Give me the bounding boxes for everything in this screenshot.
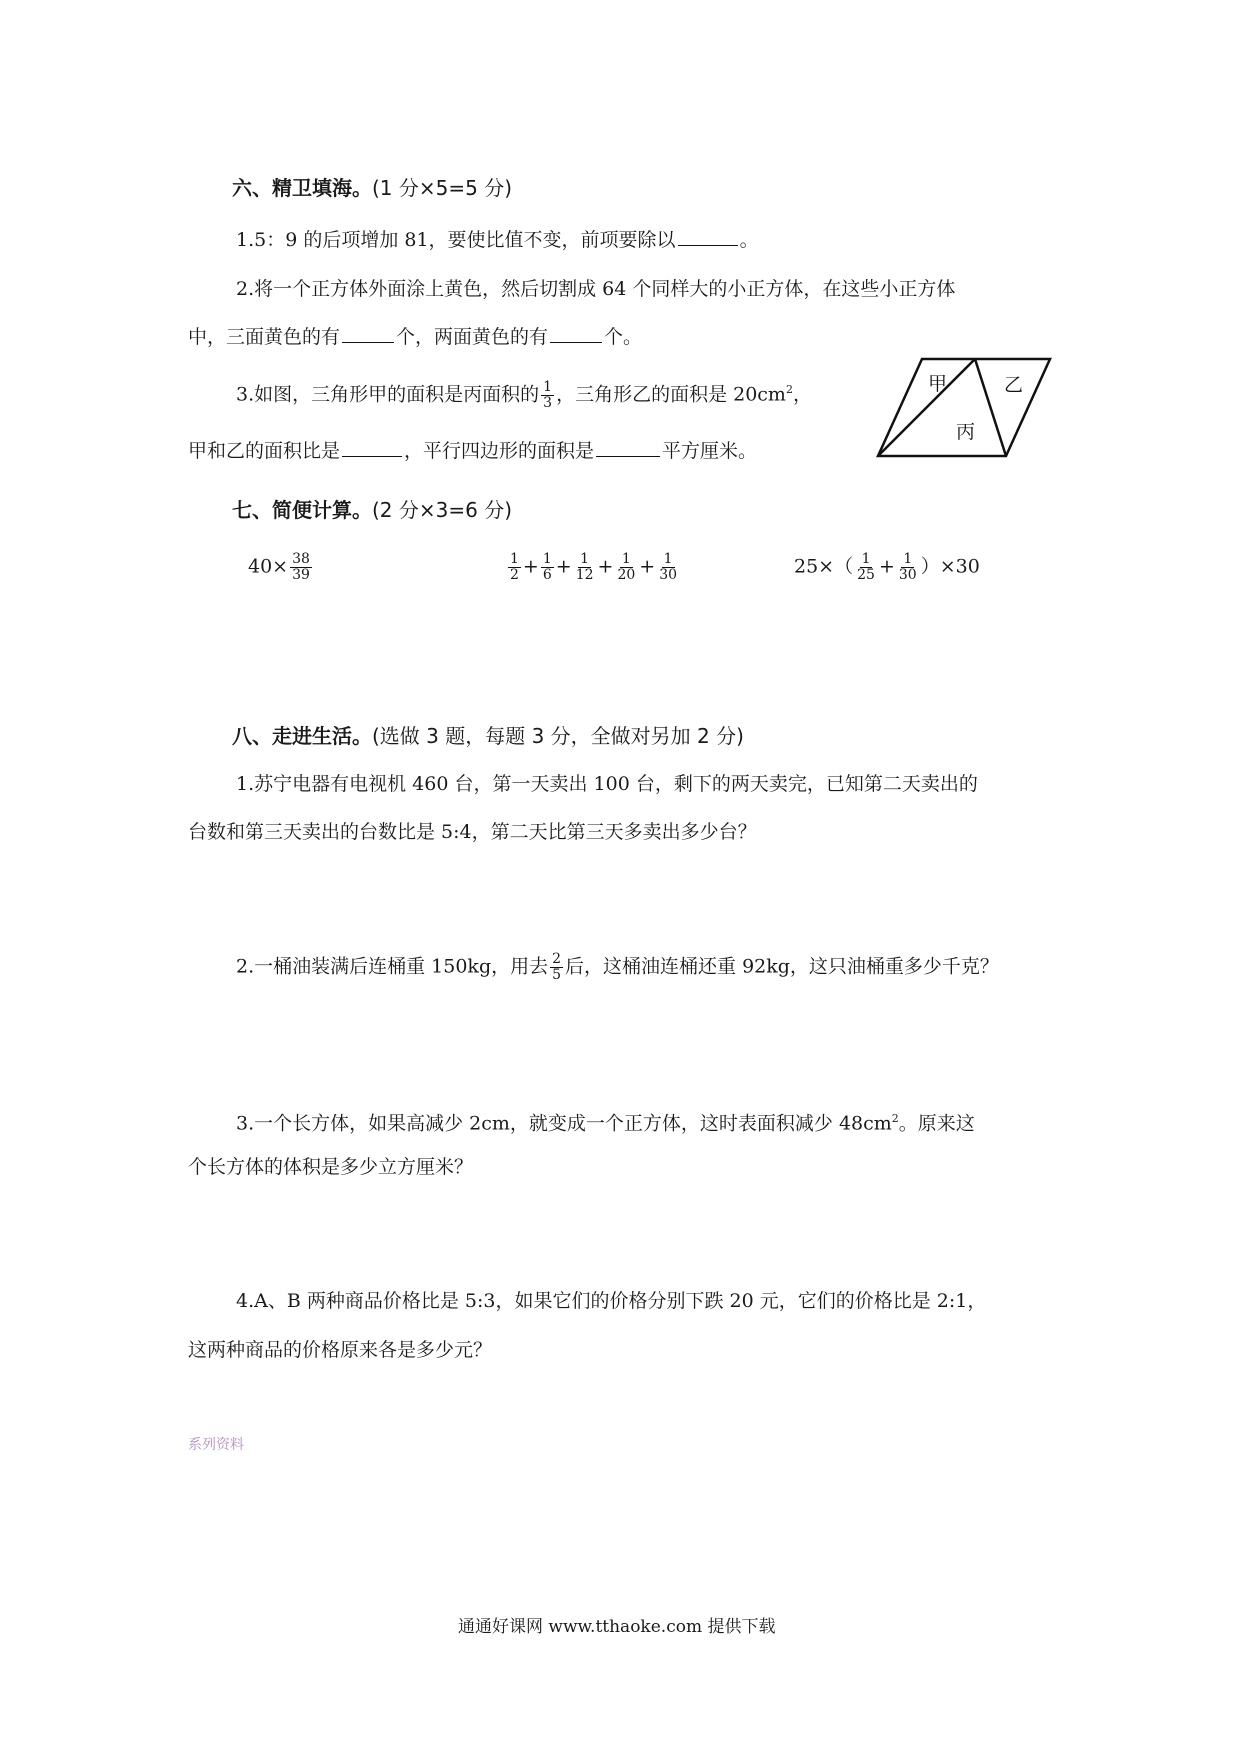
- answer-blank[interactable]: [342, 324, 394, 343]
- answer-blank[interactable]: [596, 438, 660, 457]
- superscript: 2: [785, 383, 793, 396]
- fraction: [541, 380, 554, 411]
- s6-q3-text-f: 平方厘米。: [662, 440, 758, 462]
- calc1-prefix: 40×: [248, 555, 289, 578]
- s6-question-3-line-2: [188, 438, 757, 464]
- parallelogram-figure: [870, 355, 1060, 465]
- fraction: [541, 552, 554, 583]
- s8-problem-2: [236, 952, 999, 983]
- fraction-denominator: 2: [510, 567, 519, 583]
- s8-problem-1-line-2: 台数和第三天卖出的台数比是 5:4，第二天比第三天多卖出多少台？: [188, 821, 757, 843]
- fraction-numerator: 1: [621, 551, 631, 567]
- fraction-denominator: 39: [292, 567, 310, 583]
- fraction-denominator: 5: [552, 967, 562, 983]
- section-8-score: (选做 3 题，每题 3 分，全做对另加 2 分): [372, 724, 744, 748]
- fraction-numerator: 1: [510, 551, 519, 567]
- fraction-numerator: 38: [292, 551, 310, 567]
- fraction-numerator: 1: [663, 551, 673, 567]
- fraction-numerator: 1: [542, 551, 552, 567]
- figure-label-bing: 丙: [956, 421, 976, 443]
- section-7-score: (2 分×3=6 分): [372, 498, 513, 522]
- plus-sign: +: [522, 555, 539, 578]
- s6-question-3-line-1: [236, 377, 812, 411]
- fraction: [574, 552, 596, 583]
- s6-q3-text-a: 3.如图，三角形甲的面积是丙面积的: [236, 383, 540, 406]
- s8-p2-text-b: 后，这桶油连桶还重 92kg，这只油桶重多少千克？: [565, 955, 999, 978]
- section-6-score: (1 分×5=5 分): [372, 176, 513, 200]
- answer-blank[interactable]: [550, 324, 602, 343]
- fraction: [508, 552, 521, 583]
- plus-sign: +: [639, 555, 656, 578]
- s6-q3-text-d: 甲和乙的面积比是: [188, 440, 341, 462]
- s8-p3-text-a: 3.一个长方体，如果高减少 2cm，就变成一个正方体，这时表面积减少 48cm: [236, 1112, 892, 1135]
- fraction-numerator: 1: [580, 551, 590, 567]
- plus-sign: +: [597, 555, 614, 578]
- s6-q3-text-c: ，: [792, 383, 812, 406]
- plus-sign: +: [878, 555, 895, 578]
- figure-label-yi: 乙: [1004, 374, 1024, 396]
- s6-question-1: [236, 227, 759, 253]
- s6-q2-text-c: 个。: [604, 326, 643, 348]
- fraction-denominator: 6: [542, 567, 552, 583]
- fraction: [615, 552, 637, 583]
- answer-blank[interactable]: [342, 438, 402, 457]
- section-7-heading: [232, 494, 512, 523]
- figure-label-jia: 甲: [928, 373, 948, 395]
- fraction: [290, 552, 312, 583]
- fraction: [897, 552, 919, 583]
- section-7-title: 七、简便计算。: [232, 498, 372, 522]
- calc-expression-3: [794, 552, 980, 583]
- s8-problem-4-line-1: 4.A、B 两种商品价格比是 5:3，如果它们的价格分别下跌 20 元，它们的价格比是 2:1，: [236, 1290, 987, 1312]
- s8-p2-text-a: 2.一桶油装满后连桶重 150kg，用去: [236, 955, 549, 978]
- fraction-numerator: 2: [552, 951, 562, 967]
- fraction-denominator: 25: [857, 567, 875, 583]
- answer-blank[interactable]: [678, 227, 738, 246]
- s6-question-2-line-2: [188, 324, 642, 350]
- superscript: 2: [891, 1112, 899, 1125]
- s6-q1-text: 1.5：9 的后项增加 81，要使比值不变，前项要除以: [236, 229, 676, 251]
- calc-expression-2: [506, 552, 681, 583]
- section-6-heading: [232, 172, 512, 201]
- fraction: [855, 552, 877, 583]
- s8-problem-3-line-1: [236, 1106, 975, 1136]
- s6-question-2-line-1: 2.将一个正方体外面涂上黄色，然后切割成 64 个同样大的小正方体，在这些小正方体: [236, 278, 956, 300]
- s6-q2-text-b: 个，两面黄色的有: [396, 326, 549, 348]
- calc3-prefix: 25×（: [794, 555, 854, 578]
- s8-problem-3-line-2: 个长方体的体积是多少立方厘米？: [188, 1156, 474, 1178]
- page-footer: 通通好课网 www.tthaoke.com 提供下载: [458, 1617, 776, 1637]
- fraction-denominator: 30: [898, 567, 917, 583]
- s8-problem-1-line-1: 1.苏宁电器有电视机 460 台，第一天卖出 100 台，剩下的两天卖完，已知第二天卖出的: [236, 773, 978, 795]
- fraction-numerator: 1: [903, 551, 913, 567]
- s8-problem-4-line-2: 这两种商品的价格原来各是多少元？: [188, 1339, 493, 1361]
- section-6-title: 六、精卫填海。: [232, 176, 372, 200]
- fraction: [657, 552, 679, 583]
- series-material-note: 系列资料: [188, 1437, 244, 1453]
- section-8-heading: [232, 720, 744, 749]
- s6-q3-text-b: ，三角形乙的面积是 20cm: [556, 383, 786, 406]
- section-8-title: 八、走进生活。: [232, 724, 372, 748]
- fraction-numerator: 1: [861, 551, 871, 567]
- calc-expression-1: [248, 552, 314, 583]
- calc3-suffix: ）×30: [920, 555, 980, 578]
- s6-q3-text-e: ，平行四边形的面积是: [404, 440, 595, 462]
- fraction-denominator: 12: [575, 567, 594, 583]
- fraction-denominator: 30: [659, 567, 678, 583]
- s8-p3-text-b: 。原来这: [898, 1112, 975, 1135]
- fraction-numerator: 1: [543, 378, 553, 395]
- triangle-edge-line: [975, 359, 1006, 456]
- fraction: [550, 952, 563, 983]
- fraction-denominator: 3: [543, 394, 553, 411]
- plus-sign: +: [555, 555, 572, 578]
- s6-q2-text-a: 中，三面黄色的有: [188, 326, 341, 348]
- fraction-denominator: 20: [617, 567, 636, 583]
- s6-q1-end: 。: [739, 229, 759, 251]
